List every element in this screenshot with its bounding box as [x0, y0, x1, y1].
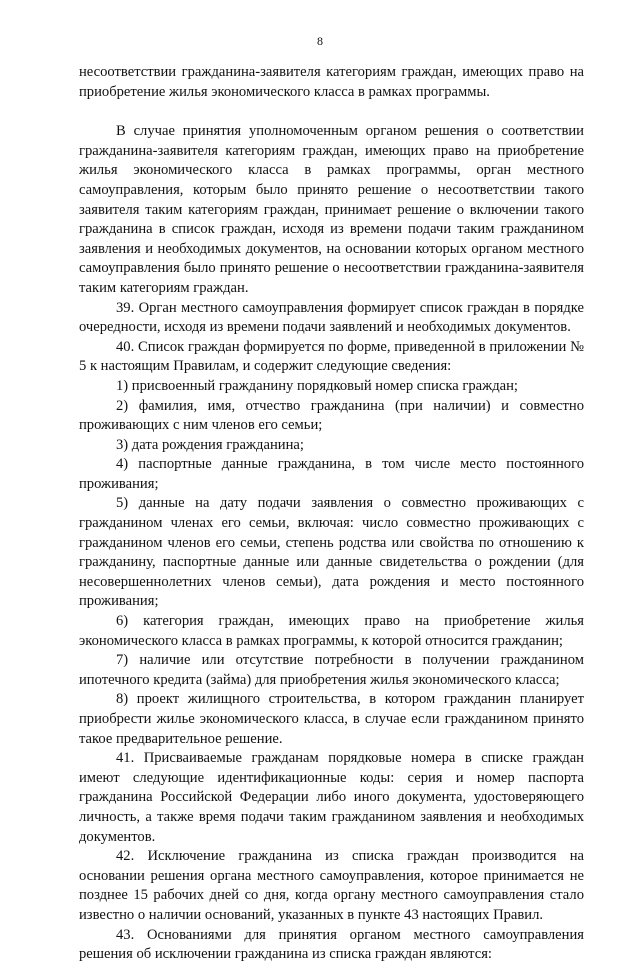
list-item-8: 8) проект жилищного строительства, в котором гражданин планирует приобрести жилье экономического класса, в случае если гражданином принято такое предварительное решение.	[79, 691, 584, 747]
list-item-6: 6) категория граждан, имеющих право на приобретение жилья экономического класса в рамках программы, к которой относится гражданин;	[79, 613, 584, 649]
list-item-7: 7) наличие или отсутствие потребности в получении гражданином ипотечного кредита (займа) для приобретения жилья экономического класса;	[79, 652, 584, 688]
list-item-2: 2) фамилия, имя, отчество гражданина (при наличии) и совместно проживающих с ним членов его семьи;	[79, 397, 584, 434]
paragraph-41: 41. Присваиваемые гражданам порядковые номера в списке граждан имеют следующие идентификационные коды: серия и номер паспорта гражданина Российской Федерации либо иного документа, удостоверяющего личность, а также время подачи таким гражданином заявления и необходимых документов.	[79, 750, 584, 845]
paragraph-39: 39. Орган местного самоуправления формирует список граждан в порядке очередности, исходя из времени подачи заявлений и необходимых документов.	[79, 299, 584, 336]
list-item-3: 3) дата рождения гражданина;	[116, 436, 304, 453]
paragraph-40: 40. Список граждан формируется по форме, приведенной в приложении № 5 к настоящим Правилам, и содержит следующие сведения:	[79, 338, 584, 375]
paragraph-decision-case: В случае принятия уполномоченным органом решения о соответствии гражданина-заявителя категориям граждан, имеющих право на приобретение жилья экономического класса в рамках программы, орган местного самоуправления, которым было принято решение о несоответствии такого заявителя таким категориям граждан, принимает решение о включении такого гражданина в список граждан, исходя из времени подачи таким гражданином заявления и необходимых документов, на основании которых органом местного самоуправления было принято решение о несоответствии гражданина-заявителя таким категориям граждан.	[79, 123, 584, 296]
list-item-1: 1) присвоенный гражданину порядковый номер списка граждан;	[116, 377, 518, 394]
paragraph-continuation: несоответствии гражданина-заявителя категориям граждан, имеющих право на приобретение жилья экономического класса в рамках программы.	[79, 64, 584, 100]
paragraph-42: 42. Исключение гражданина из списка граждан производится на основании решения органа местного самоуправления, которое принимается не позднее 15 рабочих дней со дня, когда органу местного самоуправления стало известно о наличии оснований, указанных в пункте 43 настоящих Правил.	[79, 848, 584, 923]
paragraph-43: 43. Основаниями для принятия органом местного самоуправления решения об исключении гражданина из списка граждан являются:	[79, 926, 584, 963]
page-number: 8	[317, 34, 323, 48]
list-item-4: 4) паспортные данные гражданина, в том числе место постоянного проживания;	[79, 456, 584, 492]
document-body	[79, 63, 584, 965]
list-item-5: 5) данные на дату подачи заявления о совместно проживающих с гражданином членах его семьи, включая: число совместно проживающих с гражданином членов его семьи, степень родства или свойства по отношению к гражданину, паспортные данные или данные свидетельства о рождении (для несовершеннолетних членов семьи), дата рождения и место постоянного проживания;	[79, 495, 584, 610]
